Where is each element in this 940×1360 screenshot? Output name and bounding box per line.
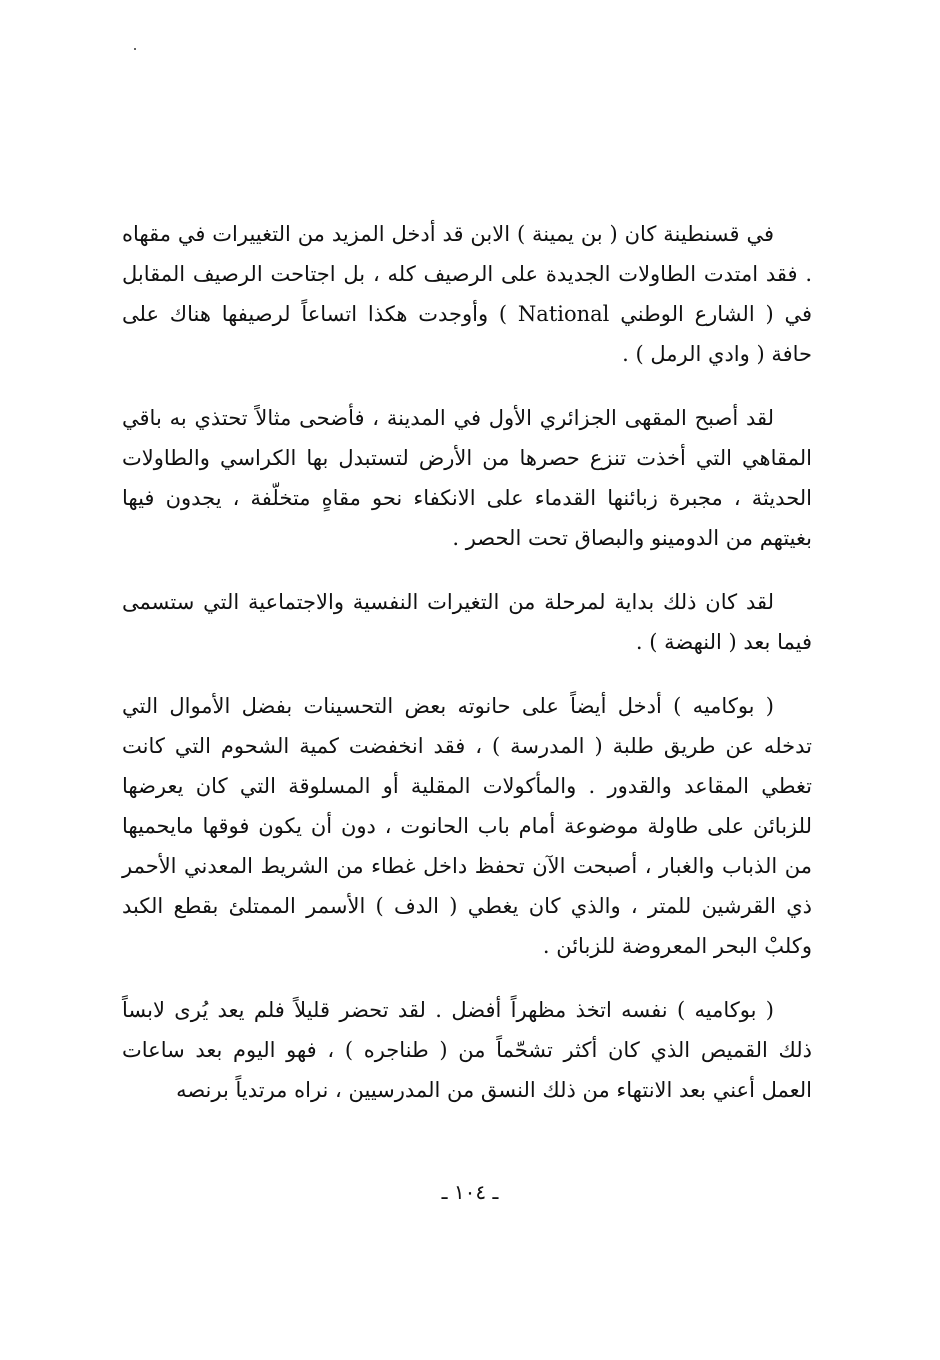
paragraph-3: لقد كان ذلك بداية لمرحلة من التغيرات النفسية والاجتماعية التي ستسمى فيما بعد ( النهضة ) . <box>122 590 812 654</box>
paragraph-2: لقد أصبح المقهى الجزائري الأول في المدينة ، فأضحى مثالاً تحتذي به باقي المقاهي التي أخذت تنزع حصرها من الأرض لتستبدل بها الكراسي والطاولات الحديثة ، مجبرة زبائنها القدماء على الانكفاء نحو مقاهٍ متخلّفة ، يجدون فيها بغيتهم من الدومينو والبصاق تحت الحصر . <box>122 406 812 550</box>
paragraph-5: ( بوكاميه ) نفسه اتخذ مظهراً أفضل . لقد تحضر قليلاً فلم يعد يُرى لابساً ذلك القميص الذي كان أكثر تشحّماً من ( طناجره ) ، فهو اليوم بعد ساعات العمل أعني بعد الانتهاء من ذلك النسق من المدرسيين ، نراه مرتدياً برنصه <box>122 998 812 1102</box>
body-text <box>122 214 812 1110</box>
paragraph-4: ( بوكاميه ) أدخل أيضاً على حانوته بعض التحسينات بفضل الأموال التي تدخله عن طريق طلبة ( المدرسة ) ، فقد انخفضت كمية الشحوم التي كانت تغطي المقاعد والقدور . والمأكولات المقلية أو المسلوقة التي كان يعرضها للزبائن على طاولة موضوعة أمام باب الحانوت ، دون أن يكون فوقها مايحميها من الذباب والغبار ، أصبحت الآن تحفظ داخل غطاء من الشريط المعدني الأحمر ذي القرشين للمتر ، والذي كان يغطي ( الدف ) الأسمر الممتلئ بقطع الكبد وكلبْ البحر المعروضة للزبائن . <box>122 694 812 958</box>
paragraph-1: في قسنطينة كان ( بن يمينة ) الابن قد أدخل المزيد من التغييرات في مقهاه . فقد امتدت الطاولات الجديدة على الرصيف كله ، بل اجتاحت الرصيف المقابل في ( الشارع الوطني National ) وأوجدت هكذا اتساعاً لرصيفها هناك على حافة ( وادي الرمل ) . <box>122 222 812 366</box>
ink-speck <box>134 48 136 50</box>
page-number: ـ ١٠٤ ـ <box>441 1180 499 1204</box>
